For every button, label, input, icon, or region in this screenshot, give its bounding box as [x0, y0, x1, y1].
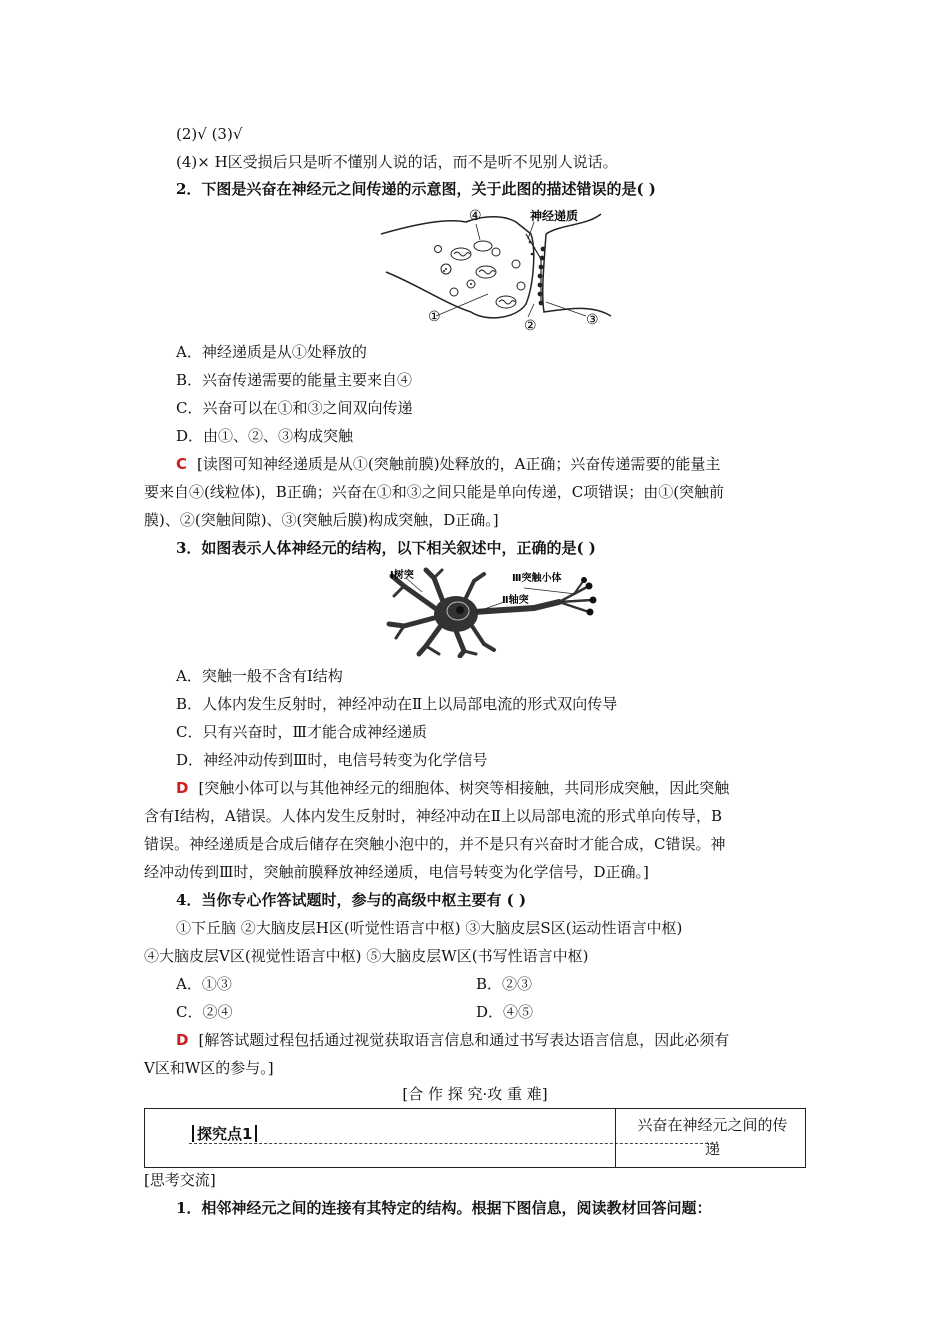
q2-option-a: A．神经递质是从①处释放的: [176, 343, 367, 361]
q4-options-row-2: [176, 1002, 534, 1022]
q2-option-c: C．兴奋可以在①和③之间双向传递: [176, 399, 413, 417]
q4-options-row-1: [176, 974, 533, 994]
q4-explanation-2: V区和W区的参与。]: [144, 1059, 274, 1077]
section-heading: [合 作 探 究·攻 重 难]: [402, 1085, 548, 1103]
question-3: 3．如图表示人体神经元的结构，以下相关叙述中，正确的是( ): [176, 539, 596, 557]
q3-explanation-3: 错误。神经递质是合成后储存在突触小泡中的，并不是只有兴奋时才能合成，C错误。神: [144, 835, 726, 853]
label-axon: Ⅱ轴突: [502, 595, 529, 606]
explore-point-tag: 探究点1: [189, 1123, 260, 1144]
paragraph-1: 1．相邻神经元之间的连接有其特定的结构。根据下图信息，阅读教材回答问题：: [176, 1199, 712, 1217]
q3-explanation-2: 含有Ⅰ结构，A错误。人体内发生反射时，神经冲动在Ⅱ上以局部电流的形式单向传导，B: [144, 807, 722, 825]
synapse-figure: [376, 204, 616, 332]
q2-option-d: D．由①、②、③构成突触: [176, 427, 354, 445]
q4-items-1: ①下丘脑 ②大脑皮层H区(听觉性语言中枢) ③大脑皮层S区(运动性语言中枢): [176, 919, 683, 937]
q3-explanation-1: D [突触小体可以与其他神经元的细胞体、树突等相接触，共同形成突触，因此突触: [176, 779, 730, 797]
q4-option-d: D．④⑤: [476, 1003, 534, 1021]
label-synaptic-bouton: Ⅲ突触小体: [512, 573, 562, 584]
q2-explanation-2: 要来自④(线粒体)，B正确；兴奋在①和③之间只能是单向传递，C项错误；由①(突触前: [144, 483, 725, 501]
q3-option-b: B．人体内发生反射时，神经冲动在Ⅱ上以局部电流的形式双向传导: [176, 695, 618, 713]
label-1: ①: [428, 309, 441, 325]
neuron-figure: [384, 566, 608, 658]
label-2: ②: [524, 318, 537, 332]
q4-option-b: B．②③: [476, 975, 533, 993]
explore-point-box: [144, 1108, 806, 1168]
think-heading: [思考交流]: [144, 1171, 216, 1189]
label-4: ④: [469, 208, 482, 224]
q3-answer: D: [176, 779, 189, 797]
q4-option-a: A．①③: [176, 975, 232, 993]
q2-explanation-3: 膜)、②(突触间隙)、③(突触后膜)构成突触，D正确。]: [144, 511, 499, 529]
q3-explanation-4: 经冲动传到Ⅲ时，突触前膜释放神经递质，电信号转变为化学信号，D正确。]: [144, 863, 649, 881]
label-neurotransmitter: 神经递质: [530, 209, 579, 223]
q3-option-d: D．神经冲动传到Ⅲ时，电信号转变为化学信号: [176, 751, 488, 769]
q4-explanation-1: D [解答试题过程包括通过视觉获取语言信息和通过书写表达语言信息，因此必须有: [176, 1031, 730, 1049]
answer-line-1: (2)√ (3)√: [176, 125, 243, 143]
q2-explanation-1: C [读图可知神经递质是从①(突触前膜)处释放的，A正确；兴奋传递需要的能量主: [176, 455, 721, 473]
question-2: 2．下图是兴奋在神经元之间传递的示意图，关于此图的描述错误的是( ): [176, 180, 656, 198]
q3-option-a: A．突触一般不含有Ⅰ结构: [176, 667, 343, 685]
q2-option-b: B．兴奋传递需要的能量主要来自④: [176, 371, 413, 389]
q4-answer: D: [176, 1031, 189, 1049]
q4-option-c: C．②④: [176, 1003, 233, 1021]
q3-option-c: C．只有兴奋时，Ⅲ才能合成神经递质: [176, 723, 427, 741]
explore-point-title: 兴奋在神经元之间的传 递: [637, 1116, 788, 1158]
label-dendrite: Ⅰ树突: [390, 570, 414, 581]
answer-line-2: (4)× H区受损后只是听不懂别人说的话，而不是听不见别人说话。: [176, 153, 618, 171]
label-3: ③: [586, 312, 599, 328]
q4-items-2: ④大脑皮层V区(视觉性语言中枢) ⑤大脑皮层W区(书写性语言中枢): [144, 947, 589, 965]
q2-answer: C: [176, 455, 188, 473]
question-4: 4．当你专心作答试题时，参与的高级中枢主要有 ( ): [176, 891, 527, 909]
